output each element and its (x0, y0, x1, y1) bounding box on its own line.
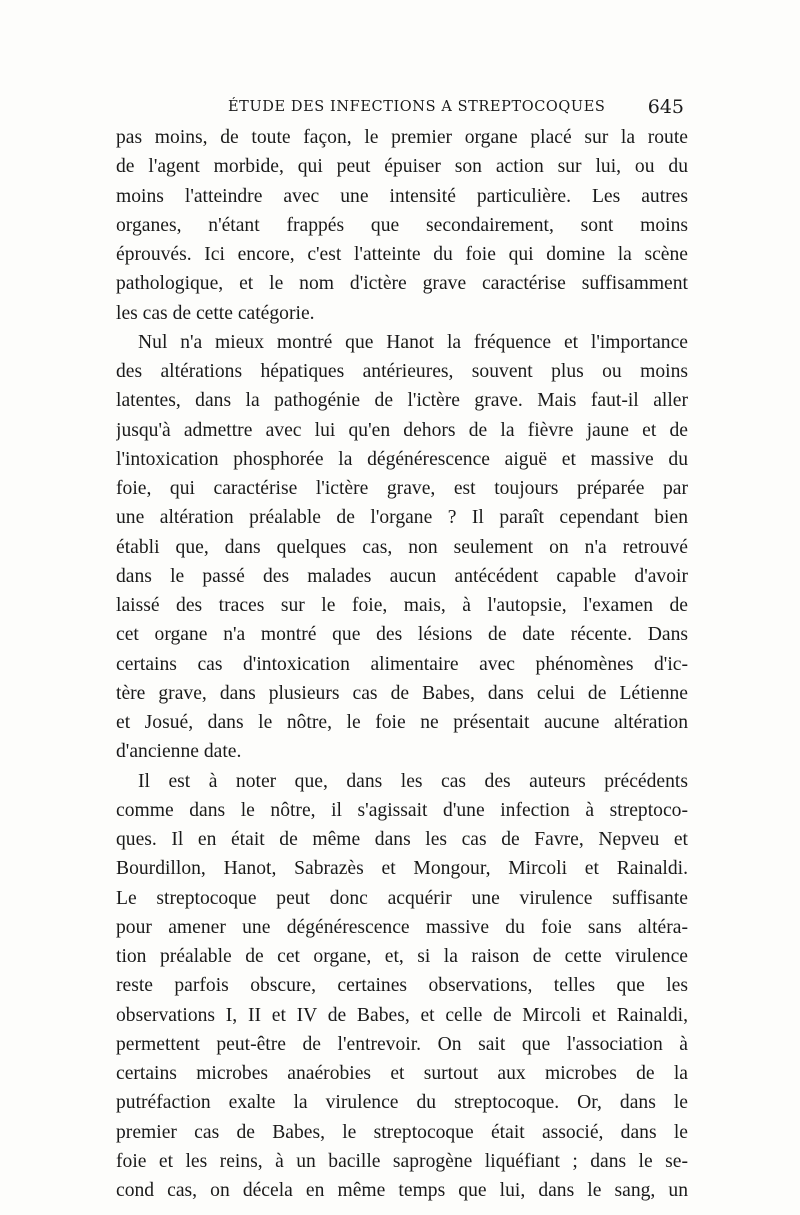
text-line: tère grave, dans plusieurs cas de Babes, dans celui de Létienne (116, 682, 688, 704)
text-line: reste parfois obscure, certaines observations, telles que les (116, 975, 688, 997)
text-line: pathologique, et le nom d'ictère grave caractérise suffisamment (116, 273, 688, 295)
text-line: cet organe n'a montré que des lésions de date récente. Dans (116, 624, 688, 646)
text-line: tion préalable de cet organe, et, si la raison de cette virulence (116, 946, 688, 967)
text-line: dans le passé des malades aucun antécédent capable d'avoir (116, 565, 688, 587)
text-line: Le streptocoque peut donc acquérir une virulence suffisante (116, 887, 688, 909)
text-line: latentes, dans la pathogénie de l'ictère grave. Mais faut-il aller (116, 390, 688, 412)
text-line: Nul n'a mieux montré que Hanot la fréquence et l'importance (138, 331, 688, 353)
text-line: foie, qui caractérise l'ictère grave, est toujours préparée par (116, 478, 688, 499)
text-line: Bourdillon, Hanot, Sabrazès et Mongour, Mircoli et Rainaldi. (116, 858, 688, 880)
text-line: certains microbes anaérobies et surtout aux microbes de la (116, 1063, 688, 1084)
text-line: putréfaction exalte la virulence du streptocoque. Or, dans le (116, 1092, 688, 1114)
text-line: comme dans le nôtre, il s'agissait d'une infection à streptoco- (116, 799, 688, 821)
running-head (116, 97, 686, 121)
text-line: certains cas d'intoxication alimentaire avec phénomènes d'ic- (116, 653, 688, 675)
text-line: permettent peut-être de l'entrevoir. On sait que l'association à (116, 1033, 688, 1055)
text-line: de l'agent morbide, qui peut épuiser son action sur lui, ou du (116, 156, 688, 178)
running-title: ÉTUDE DES INFECTIONS A STREPTOCOQUES (228, 99, 606, 115)
text-line: éprouvés. Ici encore, c'est l'atteinte du foie qui domine la scène (116, 244, 688, 265)
text-line: organes, n'étant frappés que secondairement, sont moins (116, 214, 688, 236)
text-line: des altérations hépatiques antérieures, souvent plus ou moins (116, 361, 688, 382)
text-line: cond cas, on décela en même temps que lui, dans le sang, un (116, 1180, 688, 1201)
text-line: l'intoxication phosphorée la dégénérescence aiguë et massive du (116, 448, 688, 470)
page-number: 645 (647, 96, 684, 118)
text-line: moins l'atteindre avec une intensité particulière. Les autres (116, 185, 688, 207)
text-line: pas moins, de toute façon, le premier organe placé sur la route (116, 127, 688, 148)
text-line: Il est à noter que, dans les cas des auteurs précédents (138, 770, 688, 792)
text-line: premier cas de Babes, le streptocoque était associé, dans le (116, 1121, 688, 1143)
text-line: ques. Il en était de même dans les cas de Favre, Nepveu et (116, 829, 688, 850)
text-line: une altération préalable de l'organe ? Il paraît cependant bien (116, 507, 688, 529)
text-line: les cas de cette catégorie. (116, 302, 315, 324)
text-line: pour amener une dégénérescence massive du foie sans altéra- (116, 916, 688, 938)
text-line: jusqu'à admettre avec lui qu'en dehors de la fièvre jaune et de (116, 419, 688, 441)
text-line: établi que, dans quelques cas, non seulement on n'a retrouvé (116, 536, 688, 558)
body-text (116, 123, 688, 1205)
text-line: d'ancienne date. (116, 741, 242, 763)
text-line: observations I, II et IV de Babes, et celle de Mircoli et Rainaldi, (116, 1004, 688, 1026)
text-line: foie et les reins, à un bacille saprogène liquéfiant ; dans le se- (116, 1150, 688, 1172)
text-line: et Josué, dans le nôtre, le foie ne présentait aucune altération (116, 712, 688, 733)
text-line: laissé des traces sur le foie, mais, à l'autopsie, l'examen de (116, 595, 688, 616)
